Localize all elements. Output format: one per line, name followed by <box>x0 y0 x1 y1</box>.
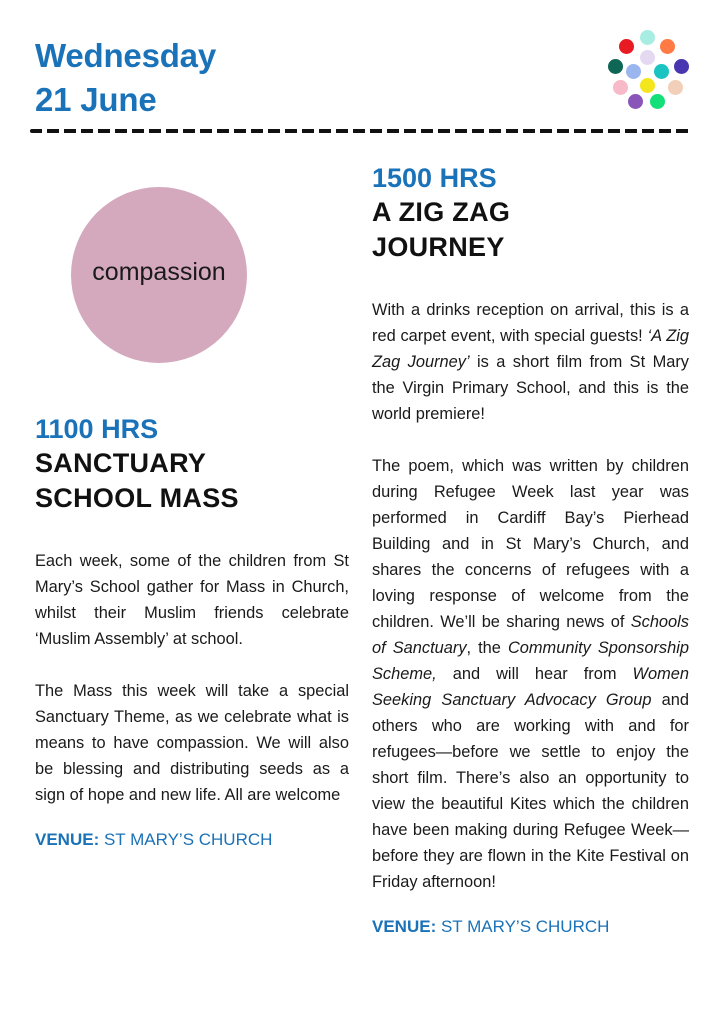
logo-dot <box>613 80 628 95</box>
event-paragraph <box>372 297 689 427</box>
text-run: With a drinks reception on arrival, this is a red carpet event, with special guests! <box>372 301 689 345</box>
org-name: Women Seeking Sanctuary Advocacy Group <box>372 665 689 709</box>
org-name: Schools of Sanctuary <box>372 613 689 657</box>
org-name: Community Sponsorship Scheme, <box>372 639 689 683</box>
text-run: The poem, which was written by children during Refugee Week last year was performed in Cardiff Bay’s Pierhead Building and in St Mary’s Church, and shares the concerns of refugees with a loving response of welcome from the children. We’ll be sharing news of <box>372 457 689 631</box>
text-run: is a short film from St Mary the Virgin Primary School, and this is the world premiere! <box>372 353 689 423</box>
event-title-line2: SCHOOL MASS <box>35 483 239 513</box>
event-description <box>35 548 349 808</box>
film-title: ‘A Zig Zag Journey’ <box>372 327 689 371</box>
logo-dot <box>640 50 655 65</box>
logo-dot <box>640 30 655 45</box>
logo-dot <box>668 80 683 95</box>
event-paragraph <box>372 453 689 895</box>
logo-dot <box>660 39 675 54</box>
event-description <box>372 297 689 895</box>
theme-badge-label: compassion <box>92 257 226 286</box>
text-run: and others who are working with and for refugees—before we settle to enjoy the short film. There’s also an opportunity to view the beautiful Kites which the children have been making during Refugee Week—before they are flown in the Kite Festival on Friday afternoon! <box>372 691 689 891</box>
text-run: and will hear from <box>436 665 633 683</box>
venue-label: VENUE: <box>372 917 437 936</box>
event-venue <box>35 830 349 850</box>
venue-label: VENUE: <box>35 830 100 849</box>
logo-dot <box>626 64 641 79</box>
event-time: 1500 HRS <box>372 163 497 193</box>
refugee-week-dots-logo <box>606 30 690 112</box>
date-label: 21 June <box>35 81 157 118</box>
theme-badge <box>71 187 247 363</box>
logo-dot <box>654 64 669 79</box>
venue-name: ST MARY’S CHURCH <box>103 830 273 849</box>
event-paragraph: Each week, some of the children from St Mary’s School gather for Mass in Church, whilst their Muslim friends celebrate ‘Muslim Assembly’ at school. <box>35 552 349 648</box>
logo-dot <box>619 39 634 54</box>
logo-dot <box>640 78 655 93</box>
event-1500 <box>372 161 689 937</box>
event-title-line2: JOURNEY <box>372 232 505 262</box>
event-time: 1100 HRS <box>35 414 159 444</box>
venue-name: ST MARY’S CHURCH <box>440 917 610 936</box>
logo-dot <box>650 94 665 109</box>
logo-dot <box>628 94 643 109</box>
event-paragraph: The Mass this week will take a special Sanctuary Theme, as we celebrate what is means to have compassion. We will also be blessing and distributing seeds as a sign of hope and new life. All are welcome <box>35 682 349 804</box>
event-title-line1: SANCTUARY <box>35 448 207 478</box>
logo-dot <box>608 59 623 74</box>
dashed-divider <box>30 129 690 133</box>
text-run: , the <box>466 639 508 657</box>
event-venue <box>372 917 689 937</box>
event-1100 <box>35 412 349 850</box>
logo-dot <box>674 59 689 74</box>
day-label: Wednesday <box>35 37 216 74</box>
date-heading <box>35 34 216 122</box>
event-title-line1: A ZIG ZAG <box>372 197 511 227</box>
